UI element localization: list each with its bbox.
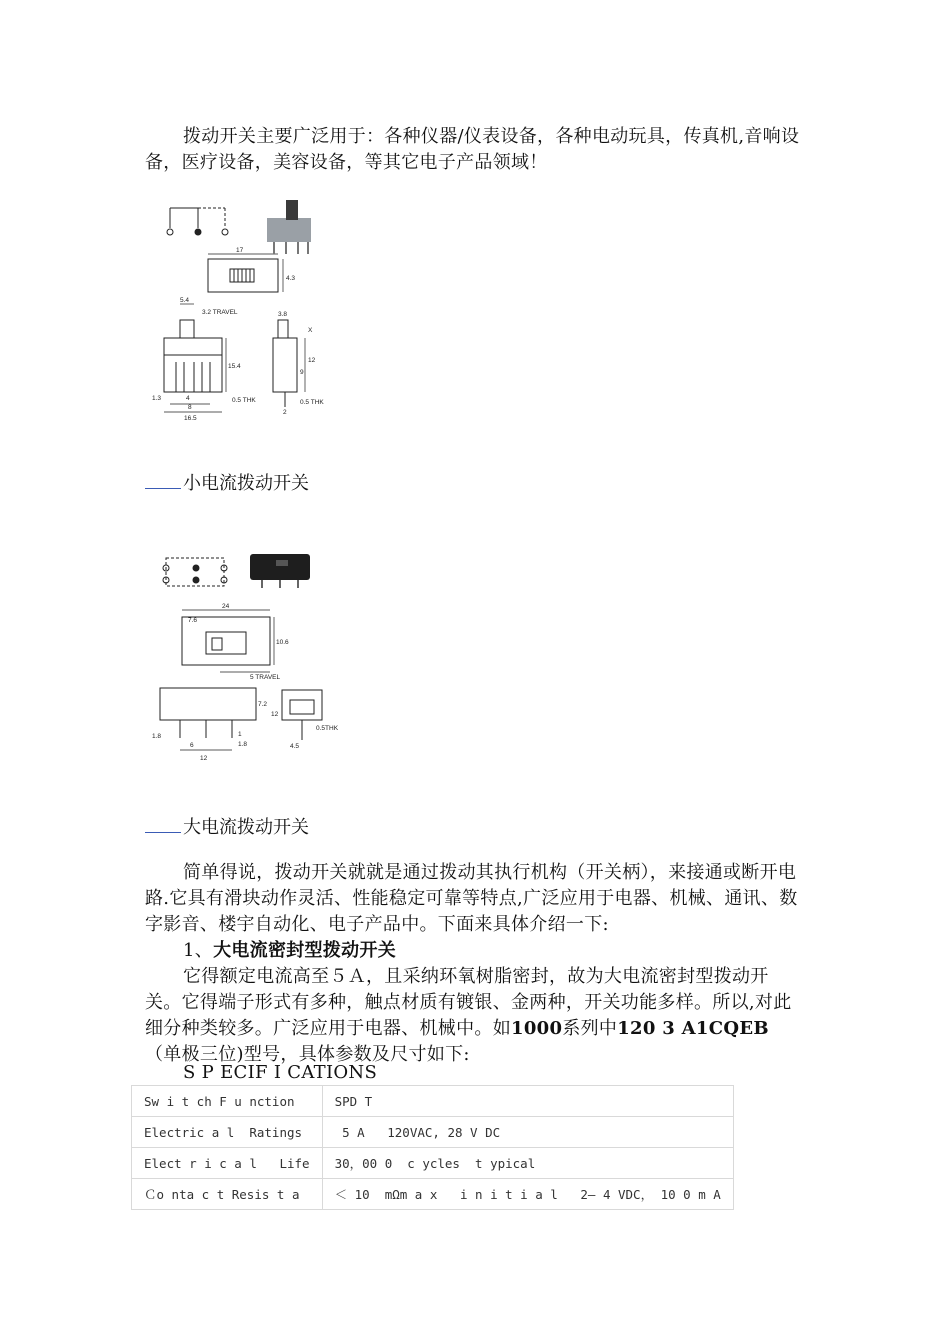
dim-label: 0.5 THK xyxy=(232,397,256,404)
details-text: 它得额定电流高至５Ａ，且采纳环氧树脂密封，故为大电流密封型拨动开关。它得端子形式有多种，触点材质有镀银、金两种，开关功能多样。所以,对此细分种类较多。广泛应用于电器、机械中。如 xyxy=(145,966,792,1039)
specifications-table xyxy=(131,1085,734,1210)
caption-large-switch xyxy=(145,814,309,841)
dim-label: 12 xyxy=(200,755,208,762)
caption-small-switch xyxy=(145,470,309,497)
spec-label: Ｃo nta c t Resis t a xyxy=(132,1179,323,1210)
dim-label: 12 xyxy=(271,711,279,718)
details-text: （单极三位)型号，具体参数及尺寸如下: xyxy=(145,1044,470,1065)
dim-label: 4 xyxy=(186,395,190,402)
table-row xyxy=(132,1148,734,1179)
spec-label: Electric a l Ratings xyxy=(132,1117,323,1148)
dim-label: 15.4 xyxy=(228,363,241,370)
dim-label: 1.3 xyxy=(152,395,162,402)
heading-number: 1、 xyxy=(183,940,214,961)
dim-label: 9 xyxy=(300,369,304,376)
dim-label: 3.8 xyxy=(278,311,288,318)
dim-label: 1.8 xyxy=(238,741,248,748)
section-heading xyxy=(145,938,805,964)
model-number: 120 3 A1CQEB xyxy=(617,1018,769,1039)
table-row xyxy=(132,1179,734,1210)
dim-label: 5.4 xyxy=(180,297,190,304)
spec-value: SPD T xyxy=(322,1086,733,1117)
underline-blank xyxy=(145,814,181,833)
heading-text: 大电流密封型拨动开关 xyxy=(213,940,397,961)
dim-label: 1.8 xyxy=(152,733,162,740)
dim-label: 0.5THK xyxy=(316,725,339,732)
dim-label: 24 xyxy=(222,603,230,610)
caption-text: 大电流拨动开关 xyxy=(183,817,309,838)
dim-label: 4.5 xyxy=(290,743,300,750)
dim-label: 17 xyxy=(236,247,244,254)
details-text: 系列中 xyxy=(562,1018,618,1039)
spec-label: Sw i t ch F u nction xyxy=(132,1086,323,1117)
dim-label: 6 xyxy=(190,742,194,749)
dim-label: 12 xyxy=(308,357,316,364)
large-switch-figure xyxy=(150,540,339,765)
caption-text: 小电流拨动开关 xyxy=(183,473,309,494)
spec-value: ＜ 10 mΩm a x i n i t i a l 2— 4 VDC， 10 0 m A xyxy=(322,1179,733,1210)
spec-label: Elect r i c a l Life xyxy=(132,1148,323,1179)
underline-blank xyxy=(145,470,181,489)
dim-label: 3.2 TRAVEL xyxy=(202,309,238,316)
dim-label: 10.6 xyxy=(276,639,289,646)
table-row xyxy=(132,1086,734,1117)
dim-label: 7.6 xyxy=(188,617,198,624)
dim-label: 0.5 THK xyxy=(300,399,324,406)
dim-label: 5 TRAVEL xyxy=(250,674,281,681)
intro-paragraph: 拨动开关主要广泛用于：各种仪器/仪表设备，各种电动玩具，传真机,音响设备，医疗设备，美容设备，等其它电子产品领域！ xyxy=(145,126,800,173)
dim-label: 4.3 xyxy=(286,275,296,282)
dim-label: 7.2 xyxy=(258,701,268,708)
dim-label: 1 xyxy=(238,731,242,738)
series-number: 1000 xyxy=(511,1018,563,1039)
description-paragraph: 简单得说，拨动开关就就是通过拨动其执行机构（开关柄），来接通或断开电路.它具有滑块动作灵活、性能稳定可靠等特点,广泛应用于电器、机械、通讯、数字影音、楼宇自动化、电子产品中。下面来具体介绍一下: xyxy=(145,862,798,935)
specs-title: S P ECIF I CATIONS xyxy=(183,1062,378,1083)
dim-label: 16.5 xyxy=(184,415,197,422)
small-switch-figure xyxy=(150,192,350,428)
details-paragraph xyxy=(145,964,805,1068)
spec-value: 5 A 120VAC, 28 V DC xyxy=(322,1117,733,1148)
dim-label: 8 xyxy=(188,404,192,411)
dim-label: 2 xyxy=(283,409,287,416)
spec-value: 30，00 0 c ycles t ypical xyxy=(322,1148,733,1179)
dim-label: X xyxy=(308,327,313,334)
table-row xyxy=(132,1117,734,1148)
